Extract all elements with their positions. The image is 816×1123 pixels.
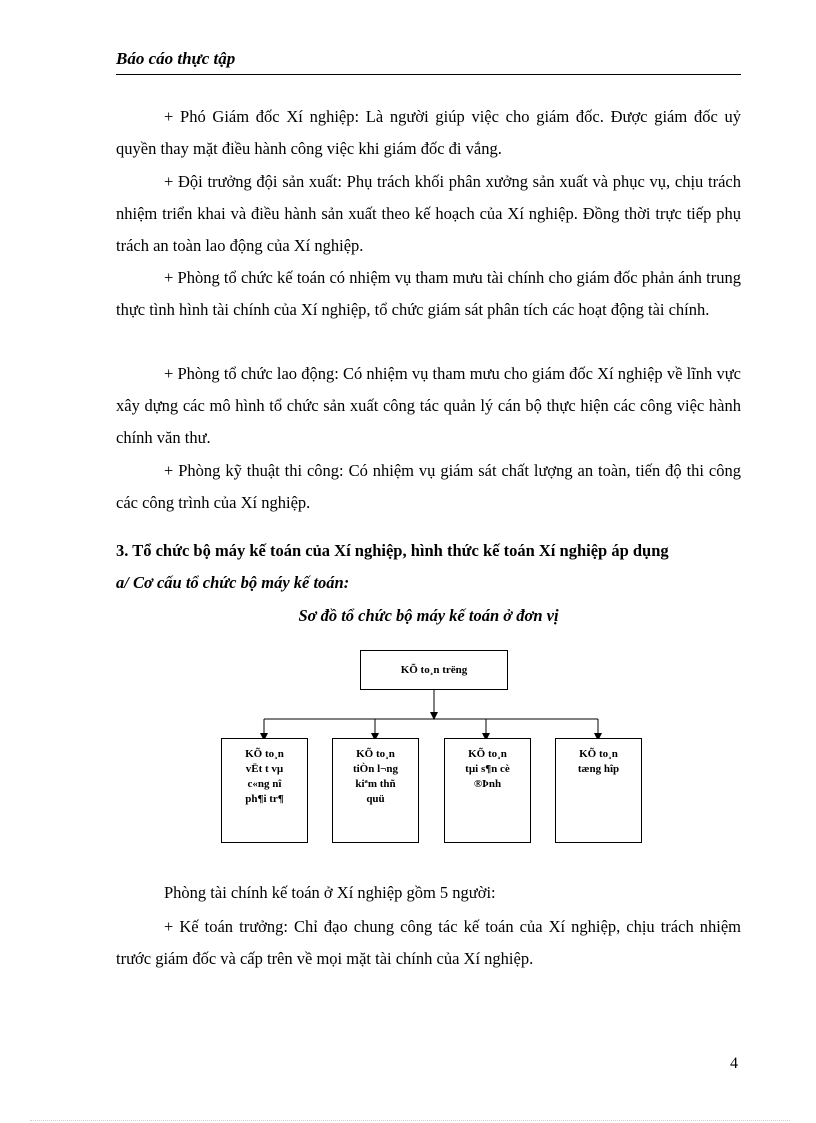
paragraph-team-leader: + Đội trưởng đội sản xuất: Phụ trách khối phân xưởng sản xuất và phục vụ, chịu trách nhiệm triển khai và điều hành sản xuất theo kế hoạch của Xí nghiệp. Đồng thời trực tiếp phụ trách an toàn lao động của Xí nghiệp.	[116, 172, 741, 255]
paragraph-labor-dept: + Phòng tổ chức lao động: Có nhiệm vụ tham mưu cho giám đốc Xí nghiệp về lĩnh vực xây dựng các mô hình tổ chức sản xuất công tác quản lý cán bộ thực hiện các công việc hành chính văn thư.	[116, 364, 741, 447]
diagram-box-line: KÕ to¸n	[356, 748, 395, 760]
page-bottom-rule	[30, 1120, 790, 1121]
diagram-box-line: ®Þnh	[473, 778, 502, 790]
diagram-box-line: KÕ to¸n	[245, 748, 284, 760]
diagram-box-line: tæng hîp	[577, 763, 620, 775]
diagram-box-line: kiªm thñ	[355, 778, 396, 790]
diagram-box-line: vËt t vµ	[245, 763, 284, 775]
diagram-title: Sơ đồ tổ chức bộ máy kế toán ở đơn vị	[298, 606, 559, 625]
diagram-box-line: ph¶i tr¶	[245, 793, 284, 805]
diagram-box-line: KÕ to¸n	[468, 748, 507, 760]
section-heading: 3. Tổ chức bộ máy kế toán của Xí nghiệp, hình thức kế toán Xí nghiệp áp dụng	[116, 541, 669, 560]
diagram-box-line: tµi s¶n cè	[465, 763, 510, 775]
staff-count-line: Phòng tài chính kế toán ở Xí nghiệp gồm 5 người:	[164, 883, 496, 902]
diagram-box-general	[555, 738, 642, 843]
diagram-box-fixed-assets	[444, 738, 531, 843]
paragraph-deputy-director: + Phó Giám đốc Xí nghiệp: Là người giúp việc cho giám đốc. Được giám đốc uỷ quyền thay mặt điều hành công việc khi giám đốc đi vắng.	[116, 107, 741, 158]
diagram-box-materials-debt	[221, 738, 308, 843]
diagram-box-label: KÕ to¸n trëng	[400, 664, 468, 676]
paragraph-chief-accountant: + Kế toán trưởng: Chỉ đạo chung công tác kế toán của Xí nghiệp, chịu trách nhiệm trước giám đốc và cấp trên về mọi mặt tài chính của Xí nghiệp.	[116, 917, 741, 968]
subsection-heading: a/ Cơ cấu tổ chức bộ máy kế toán:	[116, 573, 350, 592]
diagram-box-line: quü	[366, 793, 385, 805]
diagram-box-line: KÕ to¸n	[579, 748, 618, 760]
paragraph-accounting-dept: + Phòng tổ chức kế toán có nhiệm vụ tham mưu tài chính cho giám đốc phản ánh trung thực tình hình tài chính của Xí nghiệp, tổ chức giám sát phân tích các hoạt động tài chính.	[116, 268, 741, 319]
diagram-box-line: c«ng nî	[247, 778, 282, 790]
diagram-box-salary-cashier	[332, 738, 419, 843]
page-header	[116, 48, 741, 75]
diagram-box-line: tiÒn l¬ng	[352, 763, 399, 775]
diagram-box-chief-accountant	[360, 650, 508, 690]
header-title: Báo cáo thực tập	[116, 49, 236, 68]
page-number: 4	[730, 1055, 738, 1072]
paragraph-technical-dept: + Phòng kỹ thuật thi công: Có nhiệm vụ giám sát chất lượng an toàn, tiến độ thi công các công trình của Xí nghiệp.	[116, 461, 741, 512]
